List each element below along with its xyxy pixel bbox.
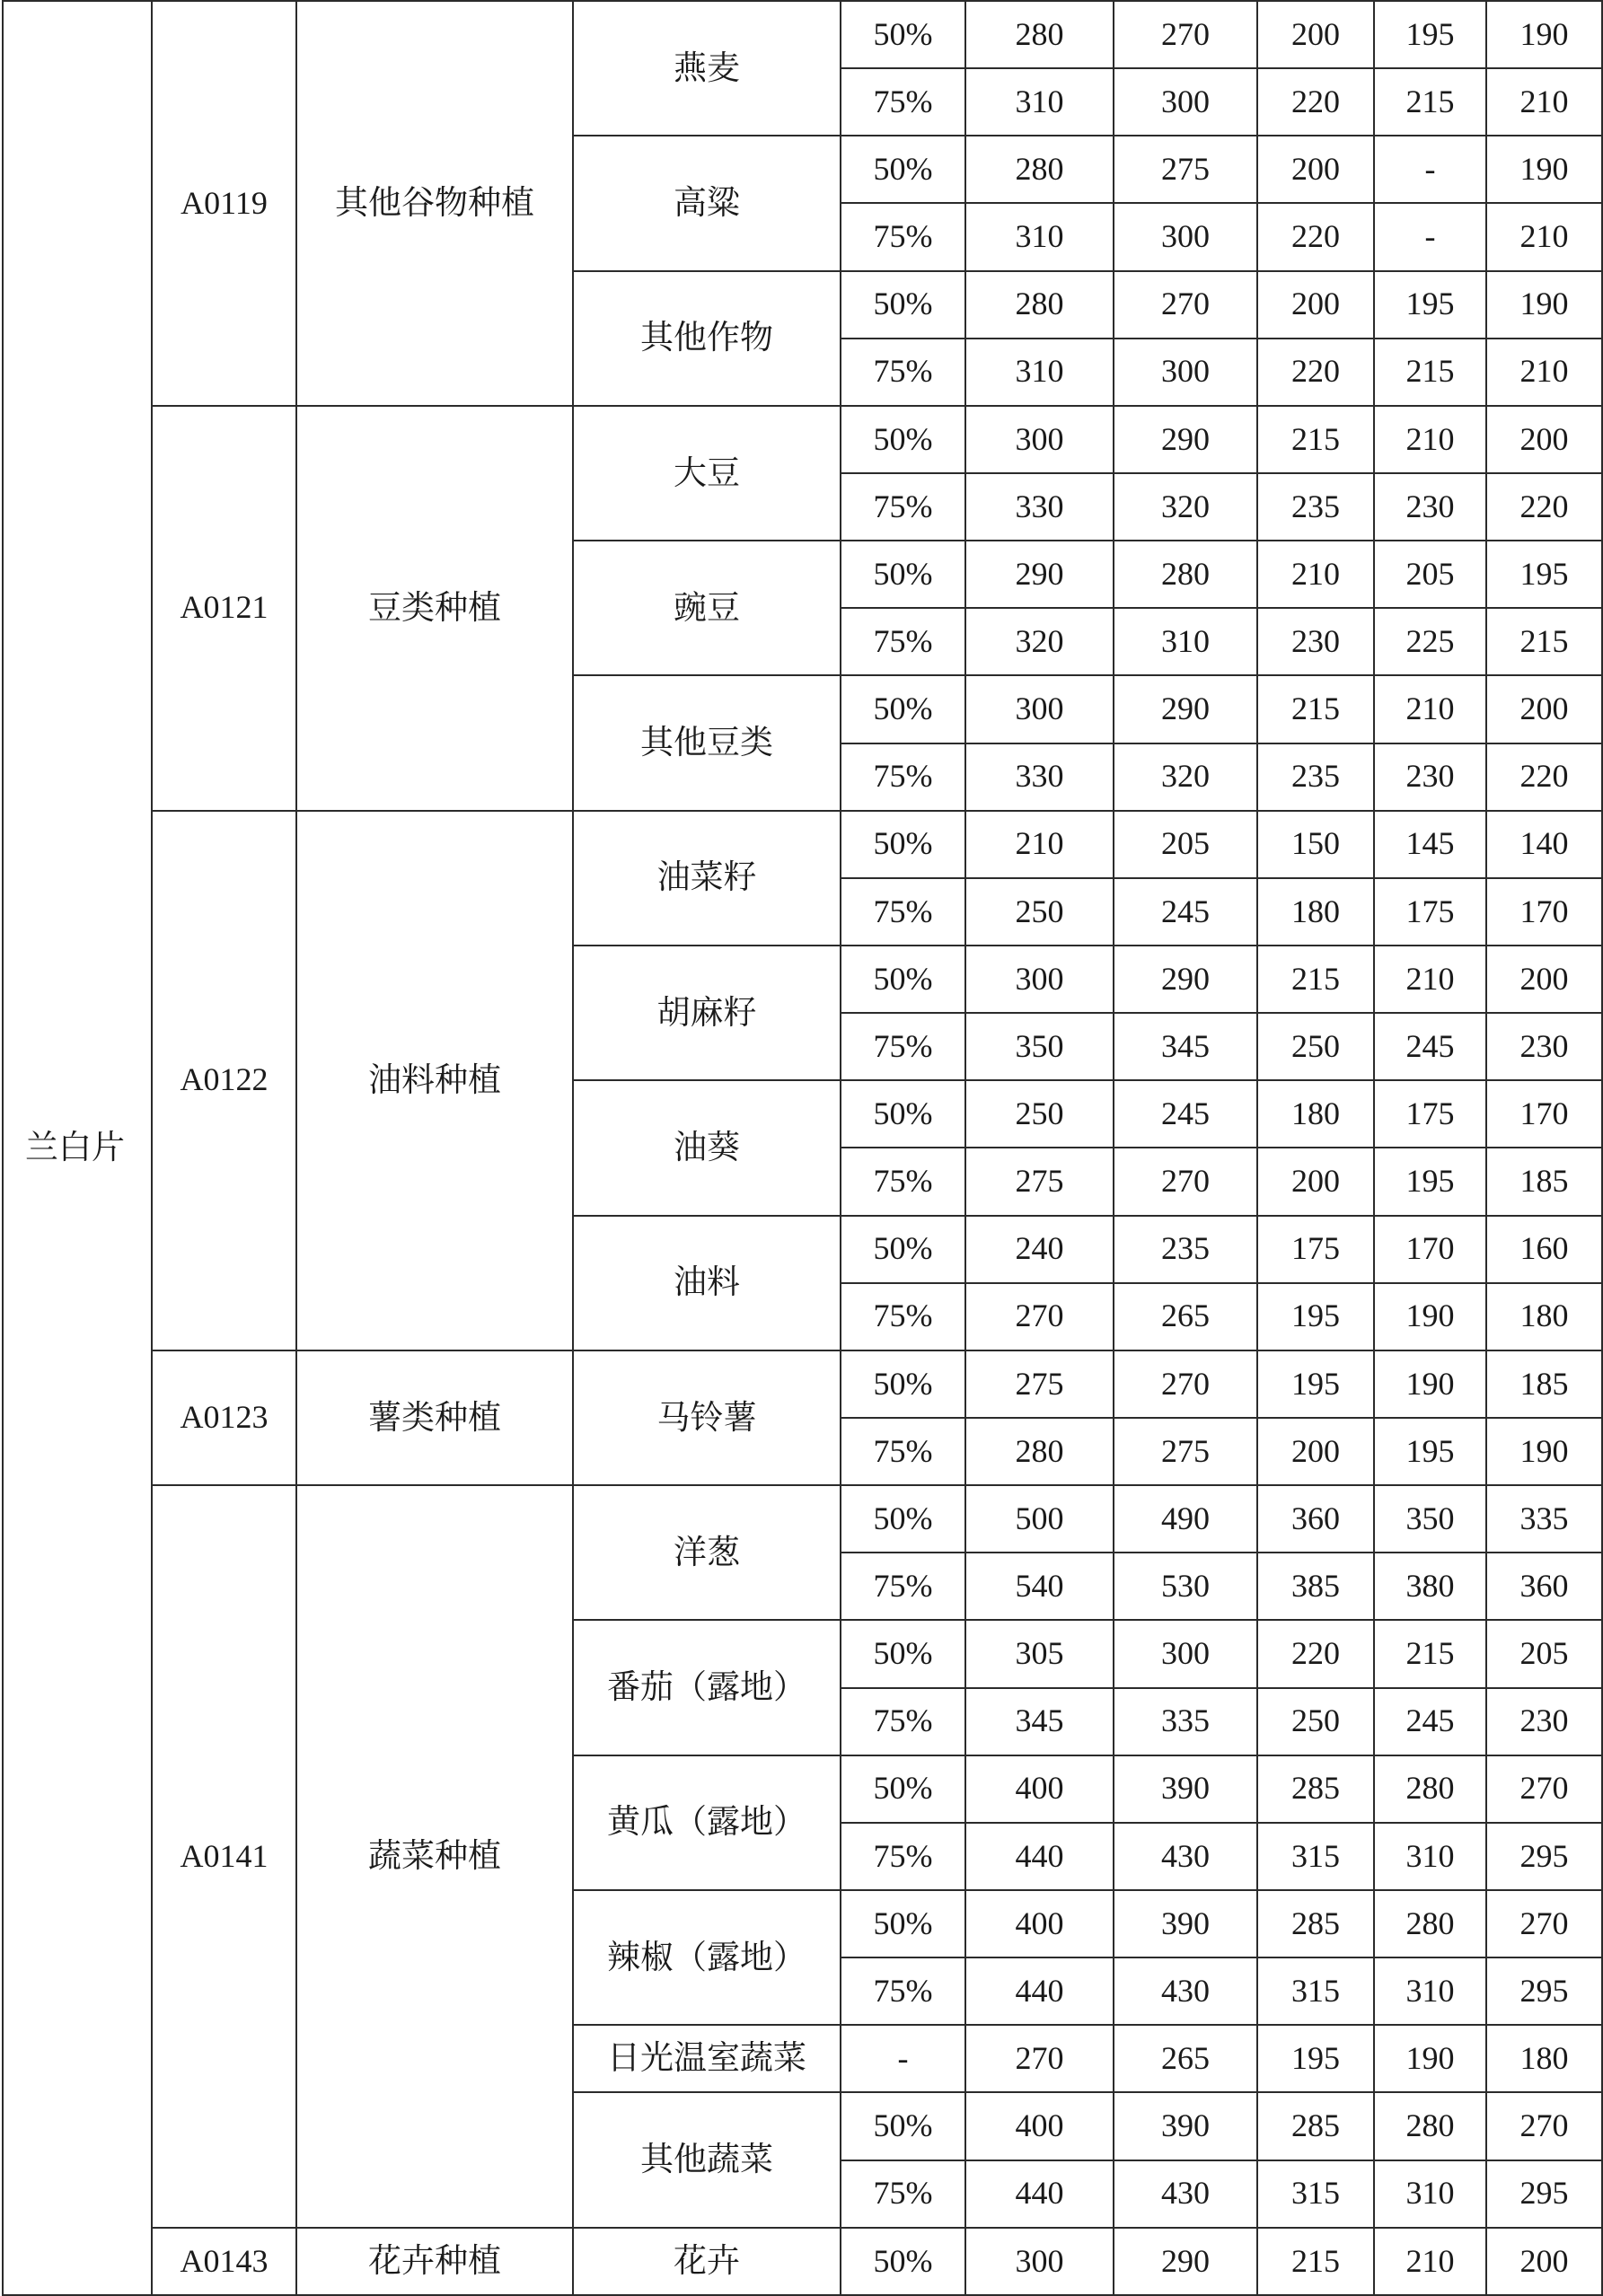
value-cell: 190 bbox=[1486, 271, 1602, 339]
industry-name-cell: 豆类种植 bbox=[296, 406, 573, 811]
value-cell: 345 bbox=[1114, 1013, 1257, 1080]
industry-name-cell: 其他谷物种植 bbox=[296, 1, 573, 406]
value-cell: 185 bbox=[1486, 1350, 1602, 1418]
value-cell: 160 bbox=[1486, 1216, 1602, 1283]
value-cell: 210 bbox=[1374, 406, 1486, 473]
industry-name-cell: 花卉种植 bbox=[296, 2228, 573, 2295]
value-cell: 195 bbox=[1374, 1, 1486, 68]
value-cell: 215 bbox=[1374, 1620, 1486, 1687]
value-cell: 195 bbox=[1257, 1283, 1374, 1350]
value-cell: 320 bbox=[1114, 473, 1257, 541]
value-cell: 230 bbox=[1486, 1688, 1602, 1755]
value-cell: 360 bbox=[1257, 1485, 1374, 1553]
percentage-cell: 75% bbox=[841, 68, 965, 136]
crop-name-cell: 其他蔬菜 bbox=[573, 2092, 841, 2227]
percentage-cell: 75% bbox=[841, 339, 965, 406]
crop-name-cell: 马铃薯 bbox=[573, 1350, 841, 1485]
value-cell: 215 bbox=[1257, 946, 1374, 1013]
value-cell: 290 bbox=[1114, 675, 1257, 743]
value-cell: 245 bbox=[1114, 878, 1257, 946]
industry-code-cell: A0143 bbox=[152, 2228, 296, 2295]
value-cell: 440 bbox=[965, 1957, 1114, 2025]
value-cell: 310 bbox=[1114, 608, 1257, 675]
value-cell: 210 bbox=[965, 811, 1114, 878]
value-cell: 310 bbox=[1374, 1823, 1486, 1890]
value-cell: 430 bbox=[1114, 1823, 1257, 1890]
value-cell: 245 bbox=[1374, 1013, 1486, 1080]
percentage-cell: 50% bbox=[841, 1, 965, 68]
percentage-cell: 50% bbox=[841, 946, 965, 1013]
value-cell: 315 bbox=[1257, 1823, 1374, 1890]
percentage-cell: 75% bbox=[841, 1688, 965, 1755]
value-cell: 220 bbox=[1257, 1620, 1374, 1687]
value-cell: 210 bbox=[1486, 203, 1602, 270]
crop-name-cell: 辣椒（露地） bbox=[573, 1890, 841, 2025]
value-cell: 210 bbox=[1374, 946, 1486, 1013]
value-cell: 290 bbox=[965, 541, 1114, 608]
value-cell: 430 bbox=[1114, 2160, 1257, 2228]
value-cell: 315 bbox=[1257, 1957, 1374, 2025]
value-cell: 210 bbox=[1257, 541, 1374, 608]
value-cell: 300 bbox=[1114, 203, 1257, 270]
value-cell: 215 bbox=[1486, 608, 1602, 675]
industry-name-cell: 油料种植 bbox=[296, 811, 573, 1350]
industry-code-cell: A0121 bbox=[152, 406, 296, 811]
value-cell: 220 bbox=[1486, 743, 1602, 811]
value-cell: 300 bbox=[965, 2228, 1114, 2295]
crop-name-cell: 高粱 bbox=[573, 136, 841, 270]
percentage-cell: 75% bbox=[841, 1957, 965, 2025]
value-cell: 400 bbox=[965, 2092, 1114, 2160]
value-cell: 190 bbox=[1486, 136, 1602, 203]
value-cell: 300 bbox=[1114, 68, 1257, 136]
value-cell: 170 bbox=[1374, 1216, 1486, 1283]
value-cell: 490 bbox=[1114, 1485, 1257, 1553]
table-row bbox=[3, 1350, 1602, 1418]
value-cell: 300 bbox=[1114, 339, 1257, 406]
value-cell: 345 bbox=[965, 1688, 1114, 1755]
value-cell: 440 bbox=[965, 1823, 1114, 1890]
value-cell: 195 bbox=[1257, 1350, 1374, 1418]
percentage-cell: 75% bbox=[841, 1418, 965, 1485]
value-cell: 205 bbox=[1114, 811, 1257, 878]
value-cell: 215 bbox=[1257, 675, 1374, 743]
value-cell: 270 bbox=[1486, 2092, 1602, 2160]
percentage-cell: 50% bbox=[841, 2092, 965, 2160]
value-cell: 350 bbox=[1374, 1485, 1486, 1553]
value-cell: 240 bbox=[965, 1216, 1114, 1283]
value-cell: 220 bbox=[1486, 473, 1602, 541]
value-cell: 140 bbox=[1486, 811, 1602, 878]
value-cell: 530 bbox=[1114, 1553, 1257, 1620]
value-cell: 200 bbox=[1257, 1418, 1374, 1485]
value-cell: 190 bbox=[1374, 1350, 1486, 1418]
value-cell: 285 bbox=[1257, 1890, 1374, 1957]
percentage-cell: 75% bbox=[841, 608, 965, 675]
crop-name-cell: 日光温室蔬菜 bbox=[573, 2025, 841, 2092]
percentage-cell: 50% bbox=[841, 406, 965, 473]
value-cell: 210 bbox=[1374, 675, 1486, 743]
value-cell: 245 bbox=[1374, 1688, 1486, 1755]
percentage-cell: 50% bbox=[841, 1350, 965, 1418]
value-cell: 170 bbox=[1486, 1080, 1602, 1148]
value-cell: 265 bbox=[1114, 1283, 1257, 1350]
value-cell: 235 bbox=[1257, 473, 1374, 541]
value-cell: 385 bbox=[1257, 1553, 1374, 1620]
value-cell: 215 bbox=[1374, 68, 1486, 136]
percentage-cell: 75% bbox=[841, 2160, 965, 2228]
table-row bbox=[3, 406, 1602, 473]
value-cell: 280 bbox=[965, 271, 1114, 339]
industry-code-cell: A0141 bbox=[152, 1485, 296, 2228]
value-cell: 175 bbox=[1374, 1080, 1486, 1148]
value-cell: 290 bbox=[1114, 406, 1257, 473]
percentage-cell: 50% bbox=[841, 136, 965, 203]
value-cell: 235 bbox=[1257, 743, 1374, 811]
crop-name-cell: 油葵 bbox=[573, 1080, 841, 1215]
value-cell: 310 bbox=[965, 339, 1114, 406]
value-cell: 290 bbox=[1114, 946, 1257, 1013]
value-cell: 225 bbox=[1374, 608, 1486, 675]
value-cell: 195 bbox=[1257, 2025, 1374, 2092]
value-cell: 265 bbox=[1114, 2025, 1257, 2092]
value-cell: 215 bbox=[1257, 406, 1374, 473]
value-cell: 310 bbox=[1374, 2160, 1486, 2228]
value-cell: 190 bbox=[1374, 2025, 1486, 2092]
value-cell: 275 bbox=[965, 1350, 1114, 1418]
value-cell: 320 bbox=[965, 608, 1114, 675]
value-cell: 185 bbox=[1486, 1148, 1602, 1215]
value-cell: 175 bbox=[1257, 1216, 1374, 1283]
value-cell: 360 bbox=[1486, 1553, 1602, 1620]
quota-table bbox=[2, 0, 1603, 2296]
value-cell: 215 bbox=[1374, 339, 1486, 406]
value-cell: 180 bbox=[1486, 1283, 1602, 1350]
value-cell: 145 bbox=[1374, 811, 1486, 878]
percentage-cell: 75% bbox=[841, 203, 965, 270]
value-cell: 295 bbox=[1486, 1957, 1602, 2025]
percentage-cell: 75% bbox=[841, 1283, 965, 1350]
percentage-cell: 50% bbox=[841, 1755, 965, 1823]
value-cell: 200 bbox=[1257, 136, 1374, 203]
percentage-cell: - bbox=[841, 2025, 965, 2092]
value-cell: 190 bbox=[1486, 1, 1602, 68]
value-cell: 270 bbox=[1486, 1890, 1602, 1957]
value-cell: 275 bbox=[965, 1148, 1114, 1215]
value-cell: 290 bbox=[1114, 2228, 1257, 2295]
value-cell: 205 bbox=[1374, 541, 1486, 608]
value-cell: 250 bbox=[965, 1080, 1114, 1148]
percentage-cell: 50% bbox=[841, 811, 965, 878]
crop-name-cell: 番茄（露地） bbox=[573, 1620, 841, 1755]
value-cell: 390 bbox=[1114, 1755, 1257, 1823]
percentage-cell: 75% bbox=[841, 1553, 965, 1620]
value-cell: 195 bbox=[1374, 1148, 1486, 1215]
value-cell: 390 bbox=[1114, 2092, 1257, 2160]
value-cell: 200 bbox=[1486, 406, 1602, 473]
percentage-cell: 50% bbox=[841, 675, 965, 743]
industry-code-cell: A0119 bbox=[152, 1, 296, 406]
value-cell: 235 bbox=[1114, 1216, 1257, 1283]
crop-name-cell: 燕麦 bbox=[573, 1, 841, 136]
value-cell: 300 bbox=[1114, 1620, 1257, 1687]
value-cell: 295 bbox=[1486, 1823, 1602, 1890]
value-cell: 400 bbox=[965, 1755, 1114, 1823]
percentage-cell: 50% bbox=[841, 1080, 965, 1148]
value-cell: 190 bbox=[1486, 1418, 1602, 1485]
value-cell: 200 bbox=[1257, 271, 1374, 339]
value-cell: 330 bbox=[965, 473, 1114, 541]
percentage-cell: 75% bbox=[841, 1148, 965, 1215]
value-cell: 335 bbox=[1486, 1485, 1602, 1553]
value-cell: 280 bbox=[1114, 541, 1257, 608]
value-cell: 230 bbox=[1374, 473, 1486, 541]
value-cell: 270 bbox=[1114, 1, 1257, 68]
percentage-cell: 75% bbox=[841, 1013, 965, 1080]
value-cell: 250 bbox=[1257, 1688, 1374, 1755]
value-cell: 250 bbox=[1257, 1013, 1374, 1080]
percentage-cell: 75% bbox=[841, 1823, 965, 1890]
value-cell: 150 bbox=[1257, 811, 1374, 878]
value-cell: 400 bbox=[965, 1890, 1114, 1957]
industry-name-cell: 薯类种植 bbox=[296, 1350, 573, 1485]
value-cell: 175 bbox=[1374, 878, 1486, 946]
percentage-cell: 75% bbox=[841, 878, 965, 946]
value-cell: 270 bbox=[965, 2025, 1114, 2092]
value-cell: 270 bbox=[1114, 1148, 1257, 1215]
value-cell: 245 bbox=[1114, 1080, 1257, 1148]
value-cell: 310 bbox=[965, 203, 1114, 270]
value-cell: 275 bbox=[1114, 136, 1257, 203]
value-cell: 205 bbox=[1486, 1620, 1602, 1687]
value-cell: 200 bbox=[1486, 2228, 1602, 2295]
value-cell: 380 bbox=[1374, 1553, 1486, 1620]
value-cell: 280 bbox=[1374, 1755, 1486, 1823]
industry-code-cell: A0123 bbox=[152, 1350, 296, 1485]
table-row bbox=[3, 1, 1602, 68]
value-cell: 275 bbox=[1114, 1418, 1257, 1485]
industry-name-cell: 蔬菜种植 bbox=[296, 1485, 573, 2228]
value-cell: 350 bbox=[965, 1013, 1114, 1080]
value-cell: 180 bbox=[1486, 2025, 1602, 2092]
value-cell: 230 bbox=[1486, 1013, 1602, 1080]
value-cell: 320 bbox=[1114, 743, 1257, 811]
value-cell: 200 bbox=[1486, 946, 1602, 1013]
value-cell: 220 bbox=[1257, 68, 1374, 136]
value-cell: 220 bbox=[1257, 203, 1374, 270]
table-row bbox=[3, 2228, 1602, 2295]
value-cell: 280 bbox=[1374, 1890, 1486, 1957]
value-cell: 280 bbox=[965, 1418, 1114, 1485]
value-cell: 390 bbox=[1114, 1890, 1257, 1957]
value-cell: 500 bbox=[965, 1485, 1114, 1553]
value-cell: 270 bbox=[1486, 1755, 1602, 1823]
value-cell: 335 bbox=[1114, 1688, 1257, 1755]
value-cell: 540 bbox=[965, 1553, 1114, 1620]
crop-name-cell: 油料 bbox=[573, 1216, 841, 1350]
crop-name-cell: 黄瓜（露地） bbox=[573, 1755, 841, 1890]
value-cell: 230 bbox=[1374, 743, 1486, 811]
value-cell: 280 bbox=[965, 1, 1114, 68]
percentage-cell: 50% bbox=[841, 1620, 965, 1687]
value-cell: - bbox=[1374, 136, 1486, 203]
value-cell: 195 bbox=[1374, 271, 1486, 339]
value-cell: 195 bbox=[1374, 1418, 1486, 1485]
percentage-cell: 50% bbox=[841, 1216, 965, 1283]
table-row bbox=[3, 1485, 1602, 1553]
value-cell: 210 bbox=[1374, 2228, 1486, 2295]
value-cell: 180 bbox=[1257, 1080, 1374, 1148]
crop-name-cell: 油菜籽 bbox=[573, 811, 841, 946]
crop-name-cell: 其他豆类 bbox=[573, 675, 841, 810]
value-cell: 305 bbox=[965, 1620, 1114, 1687]
percentage-cell: 50% bbox=[841, 2228, 965, 2295]
value-cell: 285 bbox=[1257, 2092, 1374, 2160]
crop-name-cell: 胡麻籽 bbox=[573, 946, 841, 1080]
value-cell: 195 bbox=[1486, 541, 1602, 608]
value-cell: 170 bbox=[1486, 878, 1602, 946]
value-cell: 300 bbox=[965, 946, 1114, 1013]
value-cell: 300 bbox=[965, 675, 1114, 743]
value-cell: 430 bbox=[1114, 1957, 1257, 2025]
value-cell: - bbox=[1374, 203, 1486, 270]
value-cell: 440 bbox=[965, 2160, 1114, 2228]
value-cell: 285 bbox=[1257, 1755, 1374, 1823]
value-cell: 310 bbox=[965, 68, 1114, 136]
percentage-cell: 50% bbox=[841, 1890, 965, 1957]
value-cell: 330 bbox=[965, 743, 1114, 811]
value-cell: 270 bbox=[965, 1283, 1114, 1350]
value-cell: 310 bbox=[1374, 1957, 1486, 2025]
crop-name-cell: 豌豆 bbox=[573, 541, 841, 675]
value-cell: 210 bbox=[1486, 68, 1602, 136]
value-cell: 280 bbox=[1374, 2092, 1486, 2160]
industry-code-cell: A0122 bbox=[152, 811, 296, 1350]
value-cell: 200 bbox=[1257, 1, 1374, 68]
value-cell: 270 bbox=[1114, 1350, 1257, 1418]
value-cell: 220 bbox=[1257, 339, 1374, 406]
value-cell: 280 bbox=[965, 136, 1114, 203]
value-cell: 295 bbox=[1486, 2160, 1602, 2228]
region-cell: 兰白片 bbox=[3, 1, 152, 2295]
value-cell: 200 bbox=[1486, 675, 1602, 743]
percentage-cell: 50% bbox=[841, 1485, 965, 1553]
percentage-cell: 50% bbox=[841, 271, 965, 339]
value-cell: 200 bbox=[1257, 1148, 1374, 1215]
value-cell: 230 bbox=[1257, 608, 1374, 675]
value-cell: 300 bbox=[965, 406, 1114, 473]
value-cell: 270 bbox=[1114, 271, 1257, 339]
percentage-cell: 50% bbox=[841, 541, 965, 608]
crop-name-cell: 花卉 bbox=[573, 2228, 841, 2295]
percentage-cell: 75% bbox=[841, 473, 965, 541]
value-cell: 250 bbox=[965, 878, 1114, 946]
table-body bbox=[3, 1, 1602, 2295]
value-cell: 215 bbox=[1257, 2228, 1374, 2295]
value-cell: 210 bbox=[1486, 339, 1602, 406]
value-cell: 180 bbox=[1257, 878, 1374, 946]
value-cell: 190 bbox=[1374, 1283, 1486, 1350]
table-row bbox=[3, 811, 1602, 878]
value-cell: 315 bbox=[1257, 2160, 1374, 2228]
crop-name-cell: 其他作物 bbox=[573, 271, 841, 406]
crop-name-cell: 大豆 bbox=[573, 406, 841, 541]
percentage-cell: 75% bbox=[841, 743, 965, 811]
crop-name-cell: 洋葱 bbox=[573, 1485, 841, 1620]
